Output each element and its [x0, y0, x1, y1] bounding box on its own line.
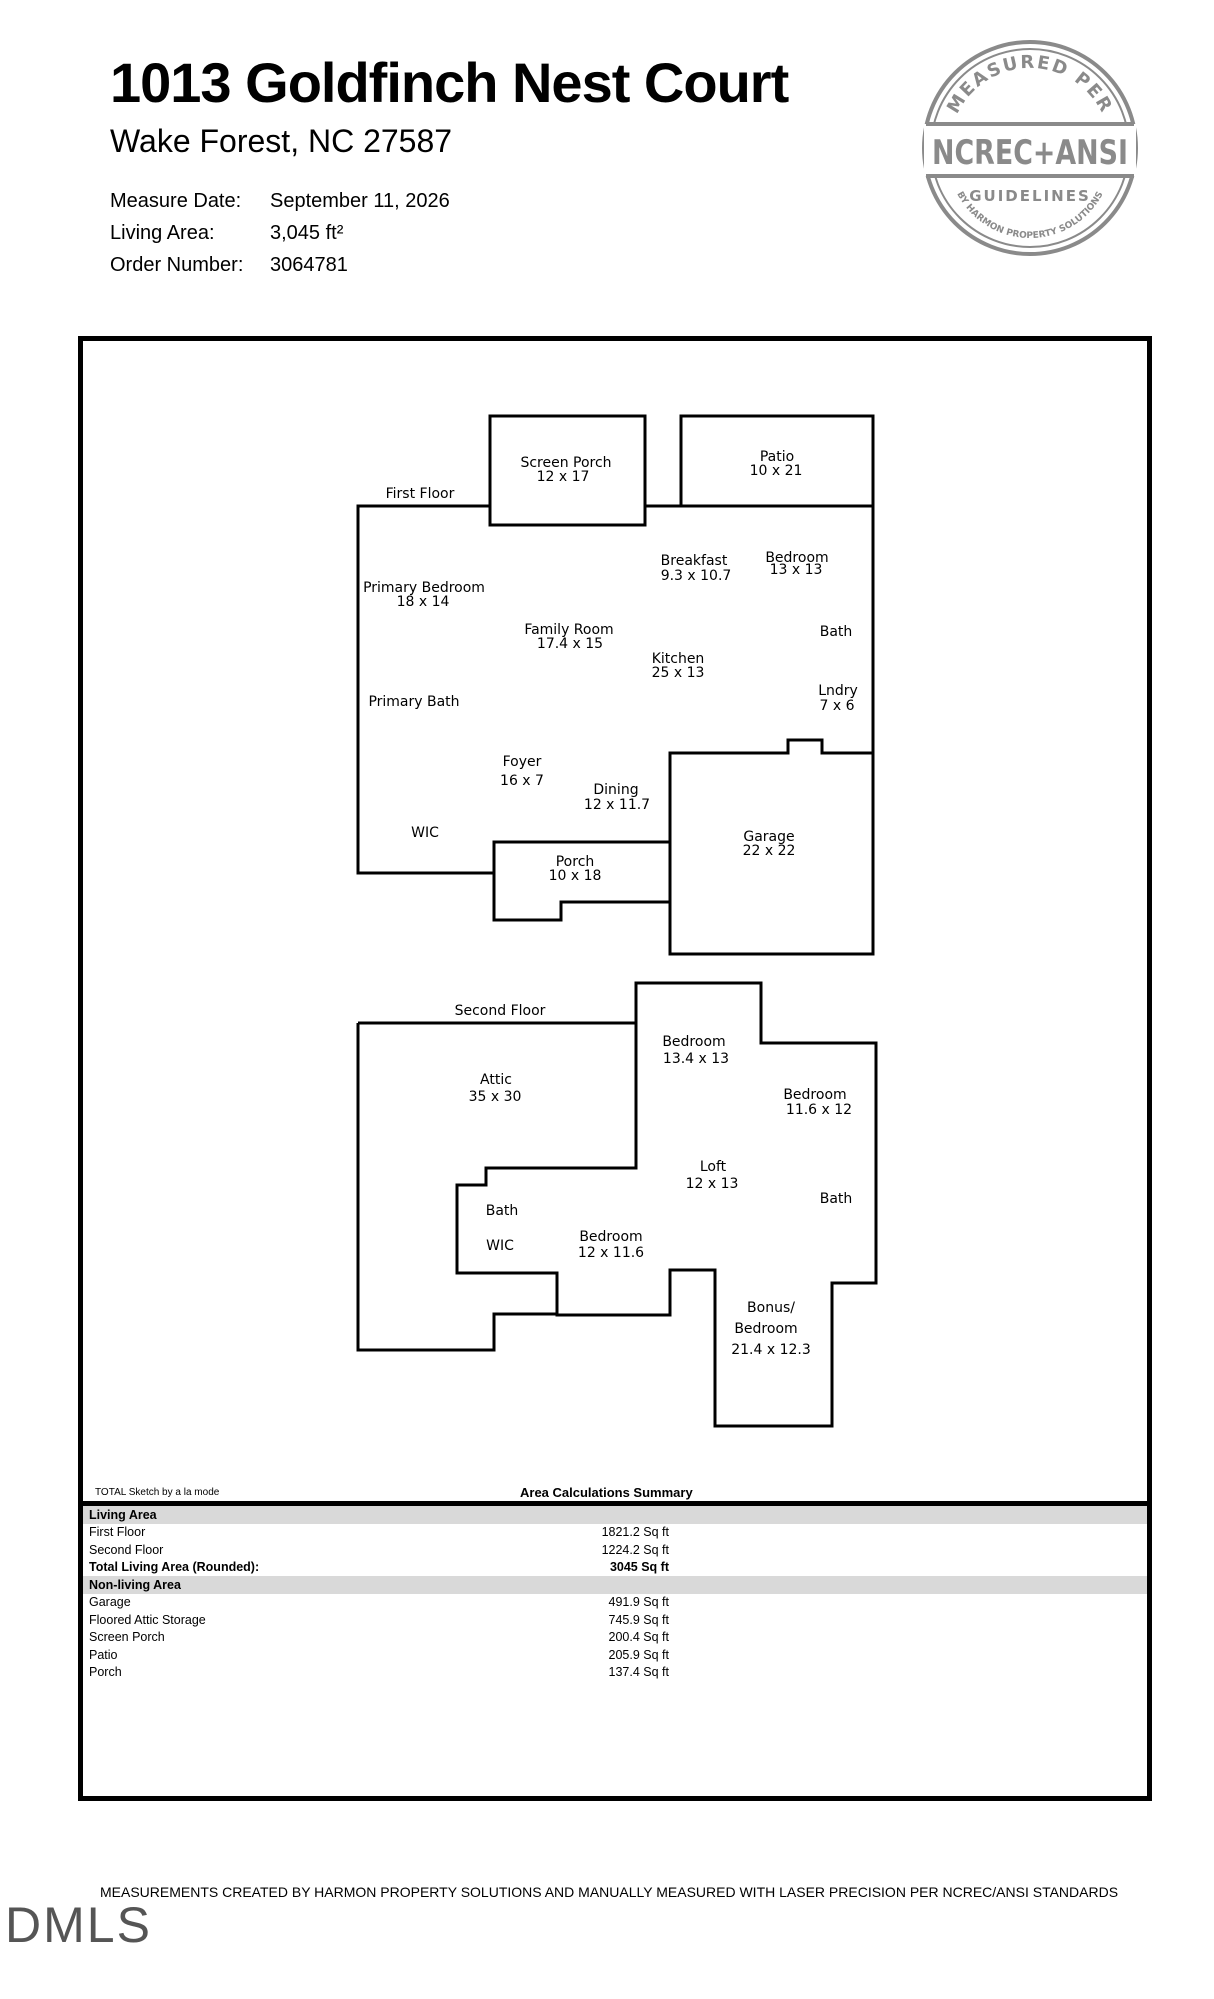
room-name: Porch	[555, 854, 595, 870]
room-name: Loft	[699, 1159, 727, 1175]
room-dimensions: 35 x 30	[468, 1089, 522, 1105]
room-name: Bedroom	[734, 1321, 798, 1337]
first-floor-west-wall	[358, 506, 494, 873]
room-dimensions: 13 x 13	[769, 562, 823, 578]
room-name: Lndry	[818, 683, 858, 699]
seal-top-text: MEASURED PER	[943, 51, 1117, 118]
measure-date-label: Measure Date:	[110, 190, 242, 212]
city-line: Wake Forest, NC 27587	[110, 123, 453, 159]
table-row: Patio 205.9 Sq ft	[89, 1647, 669, 1662]
room-name: Bonus/	[747, 1300, 795, 1316]
room-dimensions: 12 x 11.6	[577, 1245, 645, 1261]
table-row: Screen Porch 200.4 Sq ft	[89, 1630, 669, 1645]
room-name: Kitchen	[651, 651, 705, 667]
room-name: Bath	[485, 1203, 519, 1219]
room-dimensions: 13.4 x 13	[662, 1051, 730, 1067]
seal-bottom-text: BY HARMON PROPERTY SOLUTIONS	[954, 190, 1106, 242]
room-name: Dining	[593, 782, 639, 798]
page-title: 1013 Goldfinch Nest Court	[110, 51, 789, 114]
table-row: First Floor 1821.2 Sq ft	[89, 1525, 669, 1540]
seal-main-text: NCREC+ANSI	[932, 133, 1128, 173]
total-living-row: Total Living Area (Rounded): 3045 Sq ft	[89, 1560, 669, 1575]
room-dimensions: 25 x 13	[651, 665, 705, 681]
room-name: Foyer	[502, 754, 542, 770]
table-row: Second Floor 1224.2 Sq ft	[89, 1542, 669, 1557]
order-number-label: Order Number:	[110, 254, 244, 276]
living-area-label: Living Area:	[110, 222, 215, 244]
area-summary-table	[83, 1501, 1147, 1681]
sketch-credit: TOTAL Sketch by a la mode	[95, 1487, 220, 1498]
room-name: Bedroom	[579, 1229, 643, 1245]
room-name: Breakfast	[660, 553, 728, 569]
second-floor-label: Second Floor	[454, 1003, 546, 1019]
room-dimensions: 12 x 11.7	[583, 797, 651, 813]
room-name: WIC	[486, 1238, 514, 1254]
room-name: Primary Bedroom	[363, 580, 485, 596]
room-name: Bedroom	[662, 1034, 726, 1050]
room-name: Attic	[480, 1072, 512, 1088]
second-floor-outline	[358, 983, 876, 1426]
room-dimensions: 10 x 21	[749, 463, 803, 479]
living-area-value: 3,045 ft²	[270, 222, 344, 244]
room-dimensions: 18 x 14	[396, 594, 450, 610]
room-name: Patio	[759, 449, 795, 465]
room-dimensions: 21.4 x 12.3	[731, 1342, 811, 1358]
room-dimensions: 11.6 x 12	[785, 1102, 853, 1118]
order-number-value: 3064781	[270, 254, 348, 276]
dmls-watermark: DMLS	[5, 1897, 152, 1953]
seal-guidelines-text: GUIDELINES	[969, 187, 1091, 205]
room-name: Family Room	[524, 622, 614, 638]
nonliving-area-header: Non-living Area	[83, 1576, 1147, 1594]
room-name: Bath	[819, 624, 853, 640]
room-dimensions: 10 x 18	[548, 868, 602, 884]
room-dimensions: 9.3 x 10.7	[660, 568, 732, 584]
room-dimensions: 16 x 7	[500, 773, 544, 789]
room-dimensions: 17.4 x 15	[536, 636, 604, 652]
room-dimensions: 12 x 17	[536, 469, 590, 485]
room-name: Bath	[819, 1191, 853, 1207]
first-floor-label: First Floor	[385, 486, 455, 502]
room-name: Screen Porch	[520, 455, 612, 471]
room-name: Bedroom	[765, 550, 829, 566]
table-row: Floored Attic Storage 745.9 Sq ft	[89, 1612, 669, 1627]
room-dimensions: 12 x 13	[685, 1176, 739, 1192]
room-dimensions: 7 x 6	[819, 698, 855, 714]
table-row: Porch 137.4 Sq ft	[89, 1665, 669, 1680]
room-name: WIC	[411, 825, 439, 841]
room-name: Primary Bath	[368, 694, 460, 710]
table-row: Garage 491.9 Sq ft	[89, 1595, 669, 1610]
room-name: Bedroom	[783, 1087, 847, 1103]
measure-date-value: September 11, 2026	[270, 190, 450, 212]
summary-title: Area Calculations Summary	[520, 1485, 693, 1500]
living-area-header: Living Area	[83, 1506, 1147, 1524]
room-name: Garage	[743, 829, 795, 845]
room-dimensions: 22 x 22	[742, 843, 796, 859]
attic-divider	[457, 1023, 636, 1315]
measurement-disclaimer: MEASUREMENTS CREATED BY HARMON PROPERTY SOLUTIONS AND MANUALLY MEASURED WITH LASER PRECISION PER NCREC/ANSI STANDARDS	[100, 1884, 1119, 1900]
